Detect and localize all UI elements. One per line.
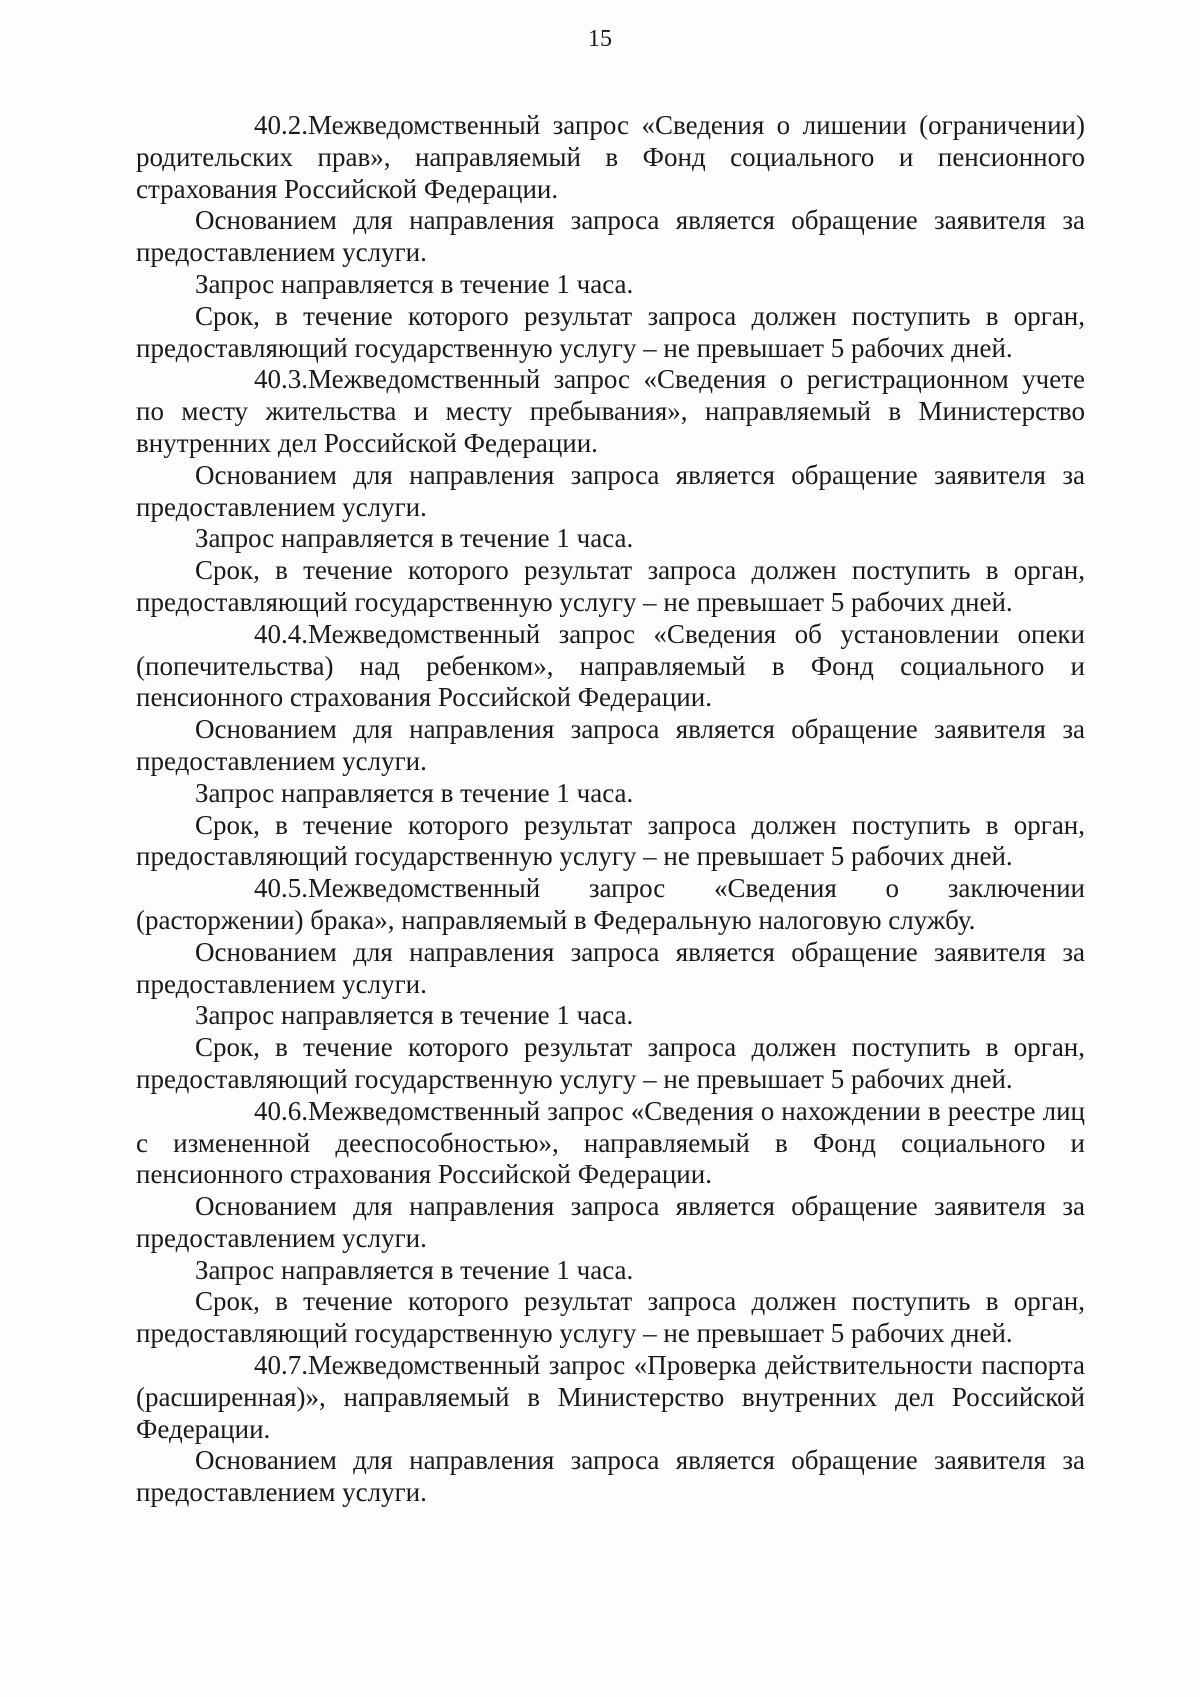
page-number: 15 <box>588 26 612 52</box>
paragraph-40-3-request <box>136 364 1085 459</box>
paragraph-40-7-request <box>136 1350 1085 1445</box>
paragraph-basis: Основанием для направления запроса является обращение заявителя за предоставлением услуги. <box>136 1445 1085 1508</box>
paragraph-40-2-request <box>136 110 1085 205</box>
paragraph-text: Межведомственный запрос «Сведения о нахождении в реестре лиц с измененной дееспособностью», направляемый в Фонд социального и пенсионного страхования Российской Федерации. <box>136 1095 1085 1190</box>
section-number: 40.3. <box>254 364 308 395</box>
paragraph-send-time: Запрос направляется в течение 1 часа. <box>195 777 634 808</box>
paragraph-basis: Основанием для направления запроса является обращение заявителя за предоставлением услуги. <box>136 1191 1085 1253</box>
paragraph-text: Межведомственный запрос «Проверка действительности паспорта (расширенная)», направляемый в Министерство внутренних дел Российской Федерации. <box>136 1350 1085 1444</box>
section-number: 40.7. <box>254 1350 308 1381</box>
paragraph-basis: Основанием для направления запроса является обращение заявителя за предоставлением услуги. <box>136 714 1085 776</box>
paragraph-text: Межведомственный запрос «Сведения о лишении (ограничении) родительских прав», направляемый в Фонд социального и пенсионного страхования Российской Федерации. <box>136 110 1085 204</box>
paragraph-basis: Основанием для направления запроса является обращение заявителя за предоставлением услуги. <box>136 936 1085 999</box>
paragraph-text: Межведомственный запрос «Сведения о регистрационном учете по месту жительства и месту пребывания», направляемый в Министерство внутренних дел Российской Федерации. <box>136 364 1085 458</box>
paragraph-40-6-request <box>136 1096 1085 1191</box>
paragraph-deadline: Срок, в течение которого результат запроса должен поступить в орган, предоставляющий государственную услугу – не превышает 5 рабочих дней. <box>136 809 1085 872</box>
section-number: 40.2. <box>254 110 308 140</box>
document-body <box>136 110 1085 1509</box>
paragraph-send-time: Запрос направляется в течение 1 часа. <box>195 268 634 299</box>
paragraph-deadline: Срок, в течение которого результат запроса должен поступить в орган, предоставляющий государственную услугу – не превышает 5 рабочих дней. <box>136 555 1085 617</box>
section-number: 40.5. <box>254 873 308 904</box>
paragraph-deadline: Срок, в течение которого результат запроса должен поступить в орган, предоставляющий государственную услугу – не превышает 5 рабочих дней. <box>136 1286 1085 1349</box>
paragraph-send-time: Запрос направляется в течение 1 часа. <box>195 1254 634 1285</box>
paragraph-send-time: Запрос направляется в течение 1 часа. <box>195 523 634 554</box>
paragraph-basis: Основанием для направления запроса является обращение заявителя за предоставлением услуги. <box>136 459 1085 522</box>
paragraph-40-4-request <box>136 619 1085 714</box>
paragraph-deadline: Срок, в течение которого результат запроса должен поступить в орган, предоставляющий государственную услугу – не превышает 5 рабочих дней. <box>136 300 1085 363</box>
paragraph-deadline: Срок, в течение которого результат запроса должен поступить в орган, предоставляющий государственную услугу – не превышает 5 рабочих дней. <box>136 1032 1085 1094</box>
section-number: 40.4. <box>254 618 308 649</box>
paragraph-text: Межведомственный запрос «Сведения о заключении (расторжении) брака», направляемый в Федеральную налоговую службу. <box>136 873 1085 935</box>
paragraph-basis: Основанием для направления запроса является обращение заявителя за предоставлением услуги. <box>136 205 1085 268</box>
paragraph-send-time: Запрос направляется в течение 1 часа. <box>195 1000 634 1031</box>
paragraph-40-5-request <box>136 873 1085 937</box>
paragraph-text: Межведомственный запрос «Сведения об установлении опеки (попечительства) над ребенком», направляемый в Фонд социального и пенсионного страхования Российской Федерации. <box>136 618 1085 713</box>
section-number: 40.6. <box>254 1095 308 1126</box>
